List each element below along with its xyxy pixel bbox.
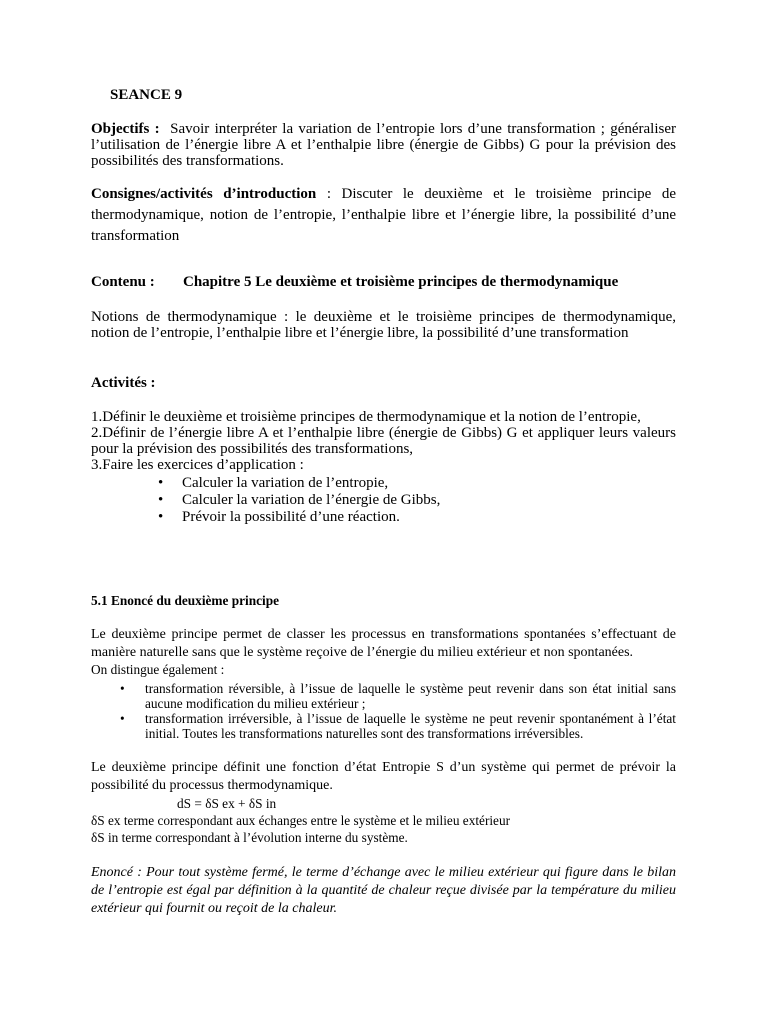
contenu-label: Contenu : [91,274,155,290]
bullet-icon: • [120,711,125,726]
section-title: 5.1 Enoncé du deuxième principe [91,593,280,608]
distinguish-line: On distingue également : [91,662,225,677]
exercise-text: Calculer la variation de l’énergie de Gibbs, [182,492,441,508]
notions-paragraph: Notions de thermodynamique : le deuxième et le troisième principes de thermodynamique, notion de l’entropie, l’enthalpie libre et l’énergie libre, la possibilité d’une transformation [91,309,676,341]
exercise-text: Prévoir la possibilité d’une réaction. [182,509,400,525]
activites-title: Activités : [91,375,156,391]
type-text: transformation irréversible, à l’issue de laquelle le système ne peut revenir spontanément à l’état initial. Toutes les transformations naturelles sont des transformations irréversibles. [145,711,676,741]
type-bullet [120,681,676,711]
contenu-line [91,274,676,290]
section-intro: Le deuxième principe permet de classer les processus en transformations spontanées s’effectuant de manière naturelle sans que le système reçoive de l’énergie du milieu extérieur et non spontanées. [91,627,676,660]
objectifs-text: Savoir interpréter la variation de l’entropie lors d’une transformation ; généraliser l’utilisation de l’énergie libre A et l’enthalpie libre (énergie de Gibbs) G pour la prévision des possibilités des transformations. [91,121,677,169]
bullet-icon: • [158,492,164,508]
enonce-paragraph: Enoncé : Pour tout système fermé, le terme d’échange avec le milieu extérieur qui figure dans le bilan de l’entropie est égal par définition à la quantité de chaleur reçue divisée par la température du milieu extérieur qui fournit ou reçoit de la chaleur. [91,865,676,916]
entropy-intro: Le deuxième principe définit une fonction d’état Entropie S d’un système qui permet de prévoir la possibilité du processus thermodynamique. [91,760,676,793]
type-text: transformation réversible, à l’issue de laquelle le système peut revenir dans son état initial sans aucune modification du milieu extérieur ; [145,681,676,711]
consignes-label: Consignes/activités d’introduction [91,186,317,202]
consignes-paragraph [91,184,676,247]
definition-in: δS in terme correspondant à l’évolution interne du système. [91,830,408,845]
definition-ex: δS ex terme correspondant aux échanges entre le système et le milieu extérieur [91,813,511,828]
objectifs-label: Objectifs : [91,121,160,137]
objectifs-paragraph [91,121,676,169]
chapter-title: Chapitre 5 Le deuxième et troisième principes de thermodynamique [183,274,619,290]
activite-item: 2.Définir de l’énergie libre A et l’enthalpie libre (énergie de Gibbs) G et appliquer leurs valeurs pour la prévision des possibilités des transformations, [91,425,676,457]
bullet-icon: • [158,475,164,491]
bullet-icon: • [158,509,164,525]
activites-list [91,409,676,473]
type-bullet [120,711,676,741]
entropy-equation: dS = δS ex + δS in [177,796,277,811]
exercise-text: Calculer la variation de l’entropie, [182,475,389,491]
activite-item: 3.Faire les exercices d’application : [91,457,304,473]
bullet-icon: • [120,681,125,696]
seance-title: SEANCE 9 [110,87,183,103]
activite-item: 1.Définir le deuxième et troisième principes de thermodynamique et la notion de l’entropie, [91,409,641,425]
consignes-text: : Discuter le deuxième et le troisième principe de thermodynamique, notion de l’entropie, l’enthalpie libre et l’énergie libre, la possibilité d’une transformation [91,186,677,244]
